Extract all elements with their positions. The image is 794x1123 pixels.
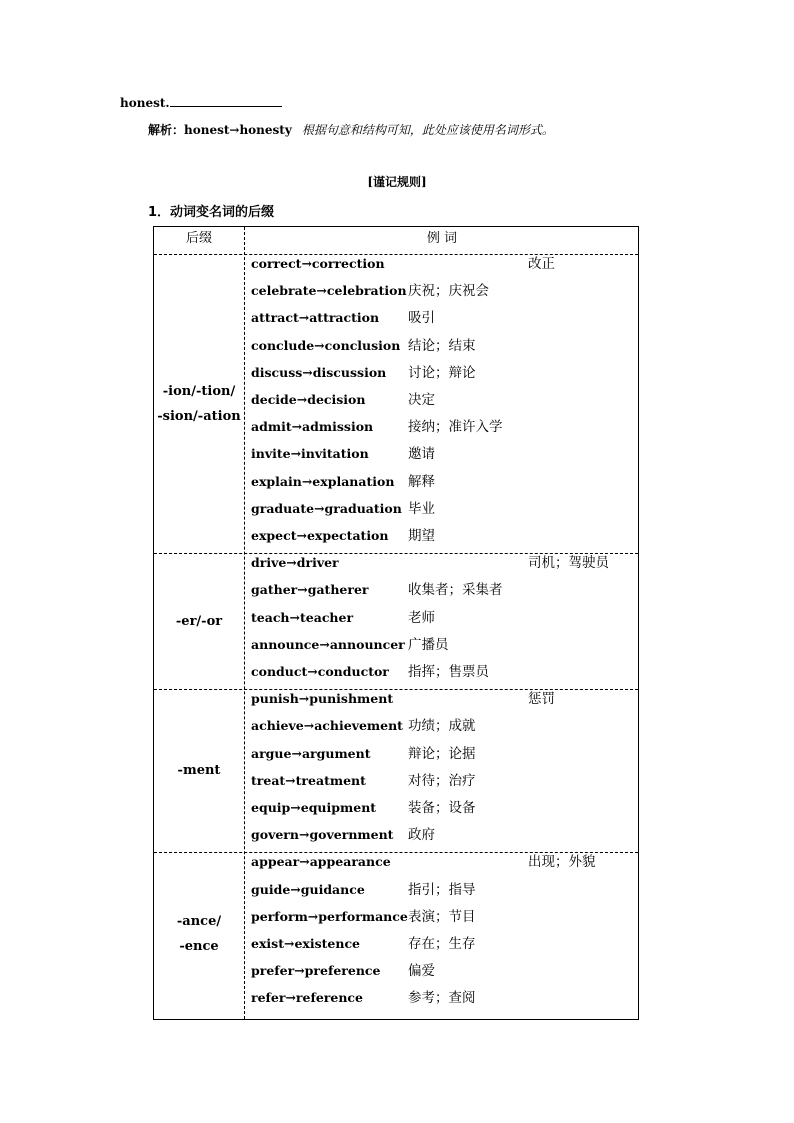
- word-meaning: 存在；生存: [408, 936, 476, 952]
- table-heading: 1．动词变名词的后缀: [148, 205, 275, 220]
- analysis-label: 解析：: [148, 123, 185, 137]
- word-meaning: 对待；治疗: [408, 772, 476, 789]
- suffix-line: -ion/-tion/: [162, 383, 236, 399]
- suffix-label: [154, 379, 244, 429]
- suffix-line: -ance/: [176, 914, 222, 929]
- word-pair: gather→gatherer: [251, 582, 369, 598]
- word-pair: perform→performance: [251, 908, 408, 924]
- word-pair: attract→attraction: [251, 310, 380, 326]
- word-meaning: 惩罚: [528, 691, 555, 708]
- column-divider: [244, 227, 245, 1019]
- word-meaning: 表演；节目: [408, 908, 476, 925]
- word-pair: admit→admission: [251, 419, 374, 435]
- word-meaning: 毕业: [408, 500, 435, 517]
- word-meaning: 解释: [408, 473, 435, 490]
- section-title: [谨记规则]: [367, 175, 427, 189]
- word-pair: drive→driver: [251, 555, 339, 571]
- word-meaning: 偏爱: [408, 963, 435, 980]
- analysis-answer: honest→honesty: [184, 123, 292, 137]
- word-pair: prefer→preference: [251, 963, 381, 979]
- word-meaning: 司机；驾驶员: [528, 555, 609, 572]
- word-meaning: 指挥；售票员: [408, 664, 489, 680]
- suffix-line: -ence: [179, 939, 219, 954]
- word-meaning: 装备；设备: [408, 800, 476, 816]
- word-meaning: 老师: [408, 609, 435, 626]
- word-meaning: 决定: [408, 392, 435, 408]
- word-meaning: 接纳；准许入学: [408, 419, 503, 436]
- word-pair: govern→government: [251, 827, 394, 843]
- word-meaning: 广播员: [408, 636, 449, 653]
- word-meaning: 讨论；辩论: [408, 364, 476, 381]
- answer-blank: [170, 96, 282, 107]
- word-pair: achieve→achievement: [251, 718, 403, 734]
- word-meaning: 收集者；采集者: [408, 582, 503, 599]
- word-meaning: 辩论；论据: [408, 745, 476, 762]
- word-meaning: 吸引: [408, 310, 435, 327]
- word-pair: teach→teacher: [251, 609, 354, 625]
- word-pair: celebrate→celebration: [251, 283, 407, 299]
- header-example: 例 词: [426, 231, 458, 246]
- header-suffix: 后缀: [185, 231, 212, 246]
- word-pair: explain→explanation: [251, 473, 395, 489]
- word-meaning: 功绩；成就: [408, 718, 476, 735]
- analysis-note: 根据句意和结构可知，此处应该使用名词形式。: [301, 123, 554, 137]
- word-pair: treat→treatment: [251, 772, 366, 788]
- word-pair: conduct→conductor: [251, 664, 389, 679]
- header-divider: [154, 254, 638, 255]
- word-meaning: 庆祝；庆祝会: [408, 283, 489, 300]
- suffix-line: -er/-or: [175, 613, 223, 629]
- group-divider: [154, 689, 638, 690]
- word-pair: announce→announcer: [251, 636, 405, 652]
- word-meaning: 政府: [408, 827, 435, 844]
- word-pair: argue→argument: [251, 745, 371, 761]
- suffix-table: [153, 226, 639, 1020]
- word-meaning: 指引；指导: [408, 881, 476, 898]
- word-pair: conclude→conclusion: [251, 337, 401, 353]
- analysis-line: [148, 121, 554, 138]
- word-pair: decide→decision: [251, 392, 366, 407]
- suffix-line: -ment: [177, 763, 221, 779]
- suffix-label: [154, 609, 244, 634]
- word-pair: correct→correction: [251, 256, 385, 271]
- suffix-line: -sion/-ation: [157, 408, 241, 424]
- word-pair: discuss→discussion: [251, 364, 387, 380]
- word-meaning: 邀请: [408, 446, 435, 463]
- word-meaning: 期望: [408, 528, 435, 544]
- word-meaning: 改正: [528, 256, 555, 272]
- word-pair: exist→existence: [251, 936, 361, 951]
- word-pair: guide→guidance: [251, 881, 365, 897]
- word-pair: refer→reference: [251, 990, 363, 1006]
- word-pair: expect→expectation: [251, 528, 389, 543]
- suffix-label: [154, 909, 244, 959]
- word-pair: equip→equipment: [251, 800, 377, 815]
- word-pair: invite→invitation: [251, 446, 369, 462]
- previous-question-line: [120, 96, 282, 110]
- word-pair: graduate→graduation: [251, 500, 402, 516]
- word-meaning: 结论；结束: [408, 337, 476, 354]
- word-pair: punish→punishment: [251, 691, 394, 707]
- word-pair: appear→appearance: [251, 854, 391, 870]
- suffix-label: [154, 758, 244, 783]
- word-meaning: 出现；外貌: [528, 854, 596, 871]
- word-meaning: 参考；查阅: [408, 990, 476, 1007]
- question-word: honest.: [120, 96, 170, 110]
